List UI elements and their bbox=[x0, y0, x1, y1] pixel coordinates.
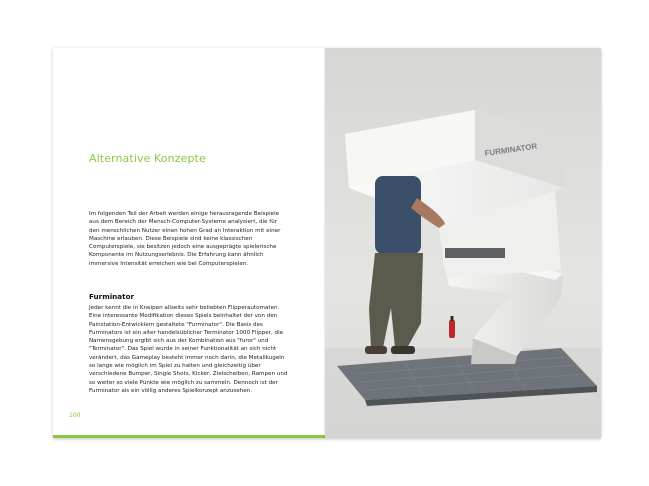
person-shoe-right bbox=[391, 346, 415, 354]
intro-paragraph: Im folgenden Teil der Arbeit werden einige herausragende Beispiele aus dem Bereich der Mensch-Computer-Systeme analysiert, die für den menschlichen Nutzer einen hohen Grad an Interaktion mit einer Maschine erlauben. Diese Beispiele sind keine klassischen Computerspiele, sie besitzen jedoch eine ausgeprägte spielerische Komponente im Nutzungserlebnis. Die Erfahrung kann ähnlich immersive Intensität erreichen wie bei Computerspielen. bbox=[89, 211, 281, 267]
playfield-window bbox=[445, 248, 505, 258]
person-shoe-left bbox=[365, 346, 387, 354]
section-heading: Alternative Konzepte bbox=[89, 152, 206, 165]
machine-logo: FURMINATOR bbox=[484, 141, 538, 158]
book-spread bbox=[53, 48, 601, 438]
person-trousers bbox=[369, 253, 423, 348]
left-page bbox=[53, 48, 325, 438]
right-page bbox=[325, 48, 601, 438]
person-shirt bbox=[375, 176, 421, 254]
accent-bar bbox=[53, 435, 325, 438]
furminator-photo bbox=[325, 48, 601, 438]
body-paragraph: Jeder kennt die in Kneipen allseits sehr beliebten Flipperautomaten. Eine interessante Modifikation dieses Spiels beinhaltet der von den Painstation-Entwicklern gestaltete "Furminator". Die Basis des Furminators ist ein alter handelsüblicher Terminator 1000 Flipper, die Namensgebung ergibt sich aus der Kombination aus "furor" und "Terminator". Das Spiel wurde in seiner Funktionalität an sich nicht verändert, das Gameplay besteht immer noch darin, die Metallkugeln so lange wie möglich im Spiel zu halten und gleichzeitig über verschiedene Bumper, Single Shots, Kicker, Zielscheiben, Rampen und so weiter so viele Punkte wie möglich zu sammeln. Dennoch ist der Furminator als ein völlig anderes Spielkonzept anzusehen. bbox=[89, 305, 288, 394]
page-number: 100 bbox=[69, 412, 81, 419]
subheading-furminator: Furminator bbox=[89, 292, 135, 301]
fire-extinguisher bbox=[449, 320, 455, 338]
